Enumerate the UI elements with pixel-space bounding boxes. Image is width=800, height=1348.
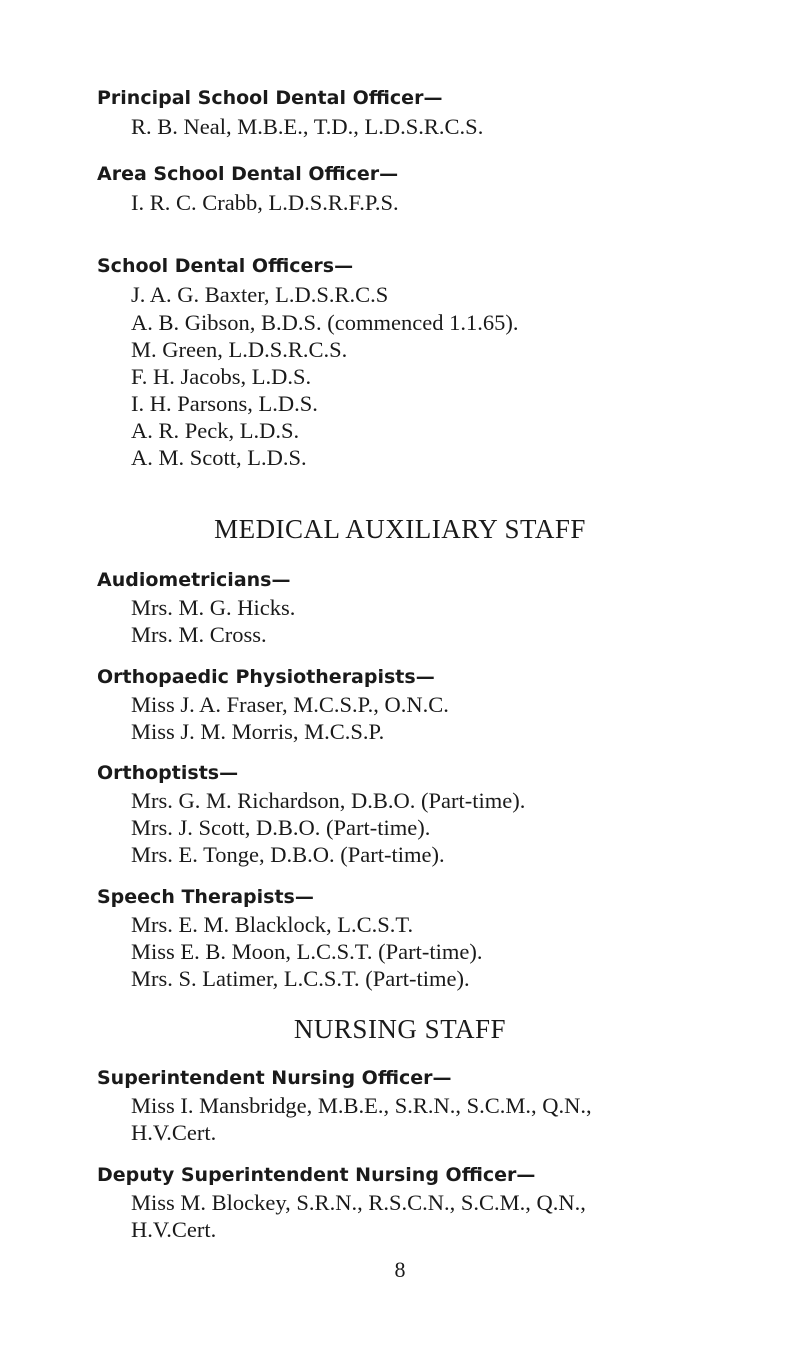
entry-superintendent-nursing-officer-line1: Miss I. Mansbridge, M.B.E., S.R.N., S.C.M., Q.N., bbox=[131, 1093, 592, 1118]
entry-dental-officer-5: I. H. Parsons, L.D.S. bbox=[131, 391, 318, 416]
heading-orthopaedic-physiotherapists: Orthopaedic Physiotherapists— bbox=[97, 666, 435, 688]
heading-speech-therapists: Speech Therapists— bbox=[97, 886, 314, 908]
entry-speech-therapist-2: Miss E. B. Moon, L.C.S.T. (Part-time). bbox=[131, 939, 483, 964]
entry-dental-officer-4: F. H. Jacobs, L.D.S. bbox=[131, 364, 312, 389]
section-title-medical-auxiliary-staff: MEDICAL AUXILIARY STAFF bbox=[214, 514, 586, 544]
entry-orthoptist-2: Mrs. J. Scott, D.B.O. (Part-time). bbox=[131, 815, 431, 840]
heading-area-school-dental-officer: Area School Dental Officer— bbox=[97, 163, 399, 185]
entry-orthoptist-1: Mrs. G. M. Richardson, D.B.O. (Part-time). bbox=[131, 788, 526, 813]
entry-speech-therapist-3: Mrs. S. Latimer, L.C.S.T. (Part-time). bbox=[131, 966, 470, 991]
entry-dental-officer-2: A. B. Gibson, B.D.S. (commenced 1.1.65). bbox=[131, 310, 519, 335]
entry-deputy-superintendent-line2: H.V.Cert. bbox=[131, 1217, 217, 1242]
entry-orthoptist-3: Mrs. E. Tonge, D.B.O. (Part-time). bbox=[131, 842, 445, 867]
entry-superintendent-nursing-officer-line2: H.V.Cert. bbox=[131, 1120, 217, 1145]
entry-dental-officer-7: A. M. Scott, L.D.S. bbox=[131, 445, 307, 470]
heading-orthoptists: Orthoptists— bbox=[97, 762, 239, 784]
heading-school-dental-officers: School Dental Officers— bbox=[97, 255, 354, 277]
heading-principal-school-dental-officer: Principal School Dental Officer— bbox=[97, 87, 443, 109]
entry-area-dental-officer: I. R. C. Crabb, L.D.S.R.F.P.S. bbox=[131, 190, 399, 215]
entry-deputy-superintendent-line1: Miss M. Blockey, S.R.N., R.S.C.N., S.C.M., Q.N., bbox=[131, 1190, 586, 1215]
entry-dental-officer-6: A. R. Peck, L.D.S. bbox=[131, 418, 300, 443]
entry-audiometrician-1: Mrs. M. G. Hicks. bbox=[131, 595, 296, 620]
page-number: 8 bbox=[394, 1257, 406, 1282]
heading-audiometricians: Audiometricians— bbox=[97, 569, 291, 591]
section-title-nursing-staff: NURSING STAFF bbox=[293, 1014, 507, 1044]
entry-audiometrician-2: Mrs. M. Cross. bbox=[131, 622, 267, 647]
entry-physiotherapist-2: Miss J. M. Morris, M.C.S.P. bbox=[131, 719, 385, 744]
entry-dental-officer-1: J. A. G. Baxter, L.D.S.R.C.S bbox=[131, 282, 389, 307]
entry-dental-officer-3: M. Green, L.D.S.R.C.S. bbox=[131, 337, 348, 362]
heading-deputy-superintendent-nursing-officer: Deputy Superintendent Nursing Officer— bbox=[97, 1164, 536, 1186]
heading-superintendent-nursing-officer: Superintendent Nursing Officer— bbox=[97, 1067, 452, 1089]
entry-speech-therapist-1: Mrs. E. M. Blacklock, L.C.S.T. bbox=[131, 912, 414, 937]
entry-principal-dental-officer: R. B. Neal, M.B.E., T.D., L.D.S.R.C.S. bbox=[131, 114, 484, 139]
entry-physiotherapist-1: Miss J. A. Fraser, M.C.S.P., O.N.C. bbox=[131, 692, 449, 717]
